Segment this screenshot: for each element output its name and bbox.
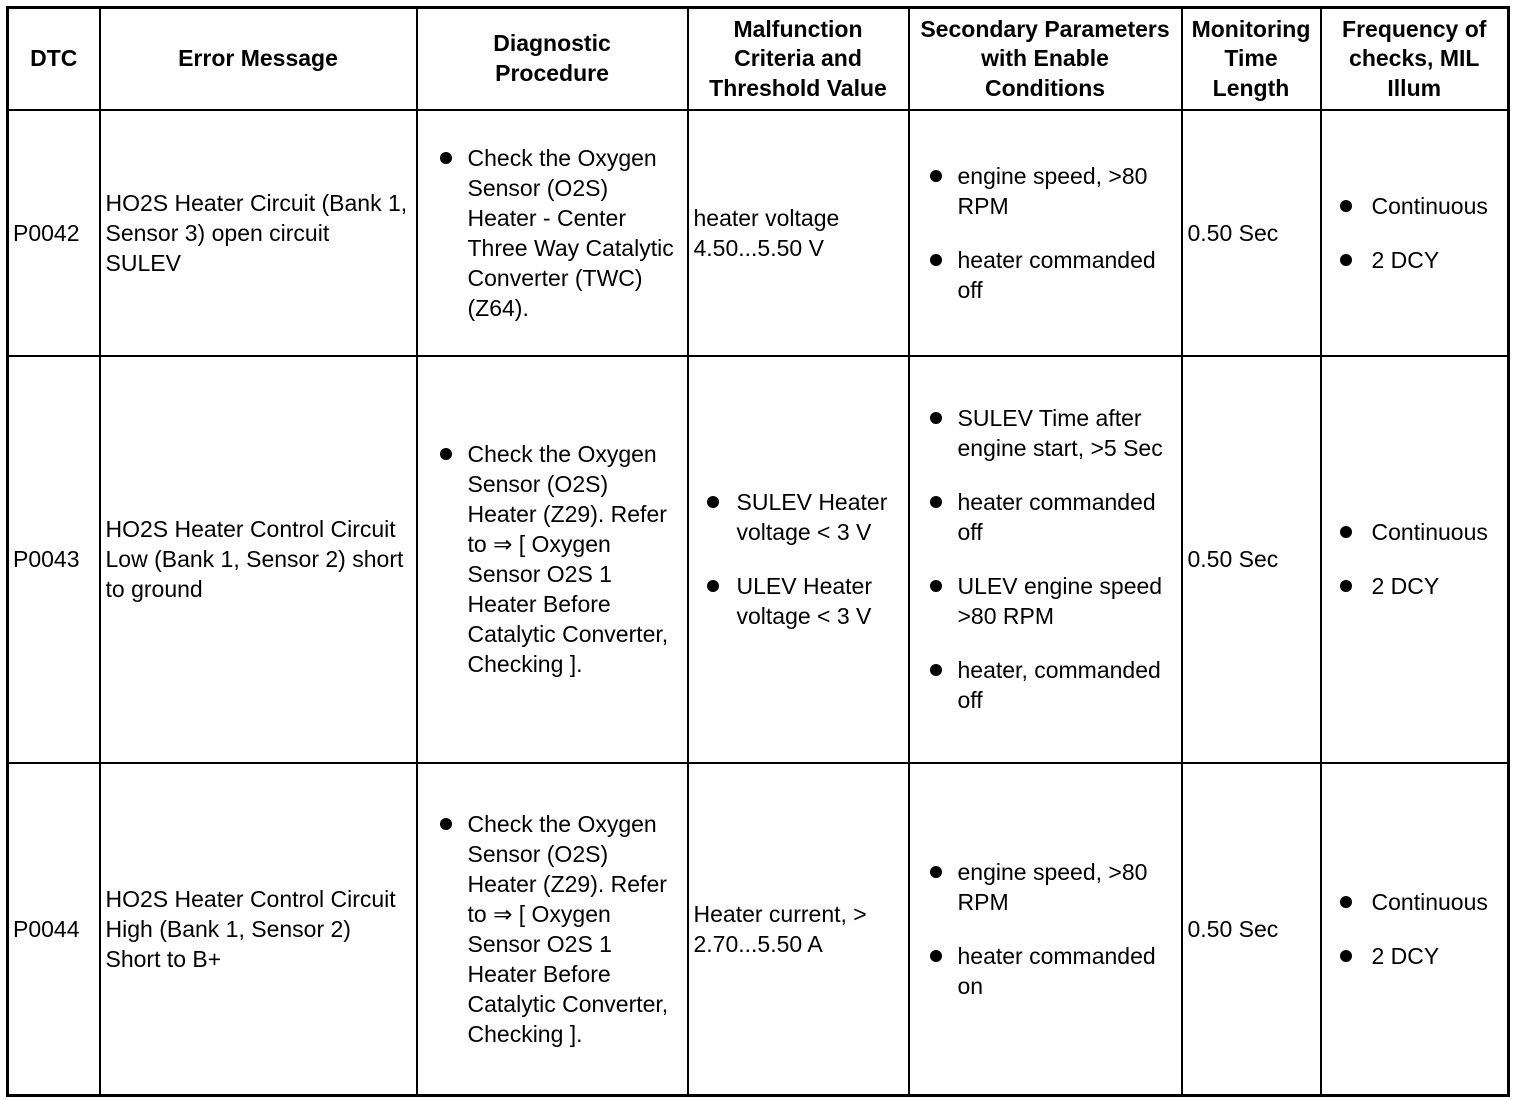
table-row: [8, 356, 1509, 763]
header-frequency: Frequency of checks, MIL Illum: [1321, 8, 1509, 110]
monitoring-time: 0.50 Sec: [1182, 356, 1321, 763]
bullet-icon: [440, 818, 452, 830]
dtc-code: P0042: [8, 110, 100, 356]
frequency: [1321, 356, 1509, 763]
list-item: ULEV Heater voltage < 3 V: [689, 571, 906, 631]
header-monitoring-time: Monitoring Time Length: [1182, 8, 1321, 110]
header-error-message: Error Message: [100, 8, 417, 110]
header-malfunction-criteria: Malfunction Criteria and Threshold Value: [688, 8, 909, 110]
list-item: 2 DCY: [1322, 245, 1508, 275]
malfunction-criteria: [688, 356, 909, 763]
list-item: heater commanded on: [910, 941, 1179, 1001]
list-item: ULEV engine speed >80 RPM: [910, 571, 1179, 631]
list-item: Check the Oxygen Sensor (O2S) Heater (Z29). Refer to ⇒ [ Oxygen Sensor O2S 1 Heater Before Catalytic Converter, Checking ].: [418, 809, 679, 1049]
list-item: engine speed, >80 RPM: [910, 857, 1179, 917]
dtc-code: P0044: [8, 763, 100, 1096]
bullet-icon: [707, 580, 719, 592]
header-dtc: DTC: [8, 8, 100, 110]
header-diagnostic-procedure: Diagnostic Procedure: [417, 8, 688, 110]
bullet-icon: [1340, 526, 1352, 538]
list-item: heater, commanded off: [910, 655, 1179, 715]
bullet-icon: [930, 254, 942, 266]
bullet-icon: [930, 580, 942, 592]
table-row: [8, 763, 1509, 1096]
bullet-icon: [707, 496, 719, 508]
list-item: Check the Oxygen Sensor (O2S) Heater (Z29). Refer to ⇒ [ Oxygen Sensor O2S 1 Heater Before Catalytic Converter, Checking ].: [418, 439, 679, 679]
header-secondary-parameters: Secondary Parameters with Enable Conditions: [909, 8, 1182, 110]
list-item: 2 DCY: [1322, 571, 1508, 601]
bullet-icon: [930, 664, 942, 676]
bullet-icon: [930, 170, 942, 182]
bullet-icon: [930, 496, 942, 508]
error-message: HO2S Heater Circuit (Bank 1, Sensor 3) open circuit SULEV: [100, 110, 417, 356]
dtc-table-container: [6, 6, 1507, 1094]
table-row: [8, 110, 1509, 356]
error-message: HO2S Heater Control Circuit High (Bank 1, Sensor 2) Short to B+: [100, 763, 417, 1096]
dtc-code: P0043: [8, 356, 100, 763]
list-item: Continuous: [1322, 517, 1508, 547]
list-item: heater commanded off: [910, 245, 1179, 305]
list-item: Continuous: [1322, 191, 1508, 221]
malfunction-criteria: Heater current, > 2.70...5.50 A: [688, 763, 909, 1096]
list-item: Continuous: [1322, 887, 1508, 917]
bullet-icon: [930, 412, 942, 424]
bullet-icon: [1340, 950, 1352, 962]
secondary-parameters: [909, 763, 1182, 1096]
bullet-icon: [1340, 200, 1352, 212]
bullet-icon: [440, 152, 452, 164]
header-row: [8, 8, 1509, 110]
diagnostic-procedure: [417, 763, 688, 1096]
bullet-icon: [440, 448, 452, 460]
bullet-icon: [1340, 580, 1352, 592]
bullet-icon: [930, 866, 942, 878]
secondary-parameters: [909, 110, 1182, 356]
list-item: engine speed, >80 RPM: [910, 161, 1179, 221]
secondary-parameters: [909, 356, 1182, 763]
dtc-table: [6, 6, 1510, 1097]
list-item: 2 DCY: [1322, 941, 1508, 971]
malfunction-criteria: heater voltage 4.50...5.50 V: [688, 110, 909, 356]
monitoring-time: 0.50 Sec: [1182, 110, 1321, 356]
frequency: [1321, 110, 1509, 356]
diagnostic-procedure: [417, 356, 688, 763]
list-item: heater commanded off: [910, 487, 1179, 547]
diagnostic-procedure: [417, 110, 688, 356]
monitoring-time: 0.50 Sec: [1182, 763, 1321, 1096]
frequency: [1321, 763, 1509, 1096]
bullet-icon: [1340, 254, 1352, 266]
bullet-icon: [1340, 896, 1352, 908]
list-item: SULEV Heater voltage < 3 V: [689, 487, 906, 547]
list-item: Check the Oxygen Sensor (O2S) Heater - Center Three Way Catalytic Converter (TWC) (Z64).: [418, 143, 679, 323]
bullet-icon: [930, 950, 942, 962]
list-item: SULEV Time after engine start, >5 Sec: [910, 403, 1179, 463]
error-message: HO2S Heater Control Circuit Low (Bank 1, Sensor 2) short to ground: [100, 356, 417, 763]
